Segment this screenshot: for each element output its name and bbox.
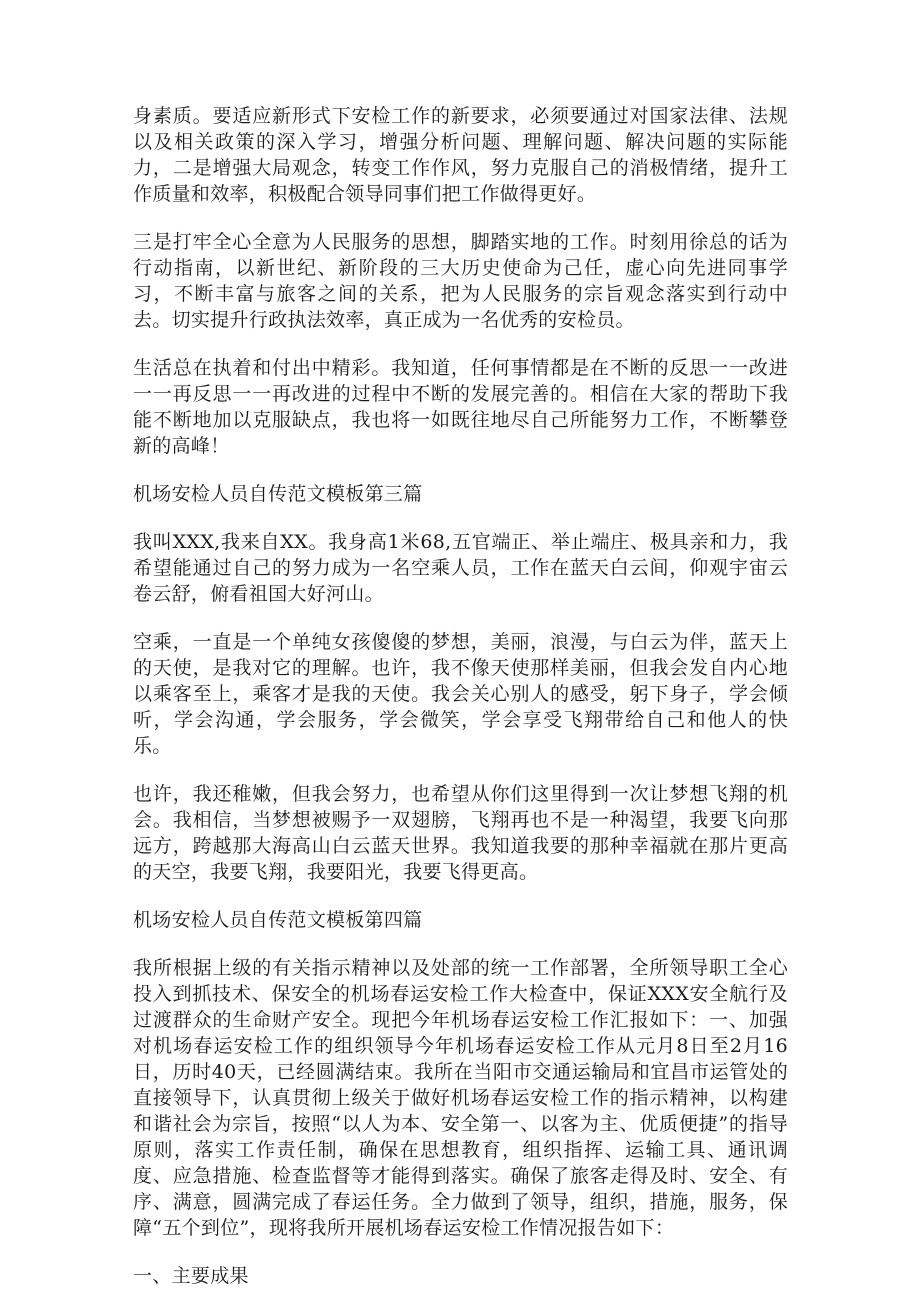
- paragraph-service-mindset: 三是打牢全心全意为人民服务的思想，脚踏实地的工作。时刻用徐总的话为行动指南，以新世纪、新阶段的三大历史使命为己任，虚心向先进同事学习，不断丰富与旅客之间的关系，把为人民服务的宗旨观念落实到行动中去。切实提升行政执法效率，真正成为一名优秀的安检员。: [133, 231, 788, 331]
- paragraph-life-reflection: 生活总在执着和付出中精彩。我知道，任何事情都是在不断的反思一一改进一一再反思一一再改进的过程中不断的发展完善的。相信在大家的帮助下我能不断地加以克服缺点，我也将一如既往地尽自己所能努力工作，不断攀登新的高峰！: [133, 357, 788, 457]
- section-main-results: 一、主要成果: [133, 1265, 249, 1287]
- paragraph-hope-to-fly: 也许，我还稚嫩，但我会努力，也希望从你们这里得到一次让梦想飞翔的机会。我相信，当梦想被赐予一双翅膀，飞翔再也不是一种渴望，我要飞向那远方，跨越那大海高山白云蓝天世界。我知道我要的那种幸福就在那片更高的天空，我要飞翔，我要阳光，我要飞得更高。: [133, 783, 788, 883]
- heading-third-article: 机场安检人员自传范文模板第三篇: [133, 483, 423, 505]
- paragraph-self-introduction: 我叫XXX,我来自XX。我身高1米68,五官端正、举止端庄、极具亲和力，我希望能通过自己的努力成为一名空乘人员，工作在蓝天白云间，仰观宇宙云卷云舒，俯看祖国大好河山。: [133, 531, 788, 605]
- document-page: [133, 103, 788, 1311]
- paragraph-flight-attendant-dream: 空乘，一直是一个单纯女孩傻傻的梦想，美丽，浪漫，与白云为伴，蓝天上的天使，是我对它的理解。也许，我不像天使那样美丽，但我会发自内心地以乘客至上，乘客才是我的天使。我会关心别人的感受，躬下身子，学会倾听，学会沟通，学会服务，学会微笑，学会享受飞翔带给自己和他人的快乐。: [133, 631, 788, 757]
- heading-fourth-article: 机场安检人员自传范文模板第四篇: [133, 909, 423, 931]
- paragraph-self-quality: 身素质。要适应新形式下安检工作的新要求，必须要通过对国家法律、法规以及相关政策的深入学习，增强分析问题、理解问题、解决问题的实际能力，二是增强大局观念，转变工作作风，努力克服自己的消极情绪，提升工作质量和效率，积极配合领导同事们把工作做得更好。: [133, 105, 788, 205]
- paragraph-spring-transport-report: 我所根据上级的有关指示精神以及处部的统一工作部署，全所领导职工全心投入到抓技术、保安全的机场春运安检工作大检查中，保证XXX安全航行及过渡群众的生命财产安全。现把今年机场春运安检工作汇报如下：一、加强对机场春运安检工作的组织领导今年机场春运安检工作从元月8日至2月16日，历时40天，已经圆满结束。我所在当阳市交通运输局和宜昌市运管处的直接领导下，认真贯彻上级关于做好机场春运安检工作的指示精神，以构建和谐社会为宗旨，按照“以人为本、安全第一、以客为主、优质便捷”的指导原则，落实工作责任制，确保在思想教育，组织指挥、运输工具、通讯调度、应急措施、检查监督等才能得到落实。确保了旅客走得及时、安全、有序、满意，圆满完成了春运任务。全力做到了领导，组织，措施，服务，保障“五个到位”，现将我所开展机场春运安检工作情况报告如下：: [133, 957, 788, 1239]
